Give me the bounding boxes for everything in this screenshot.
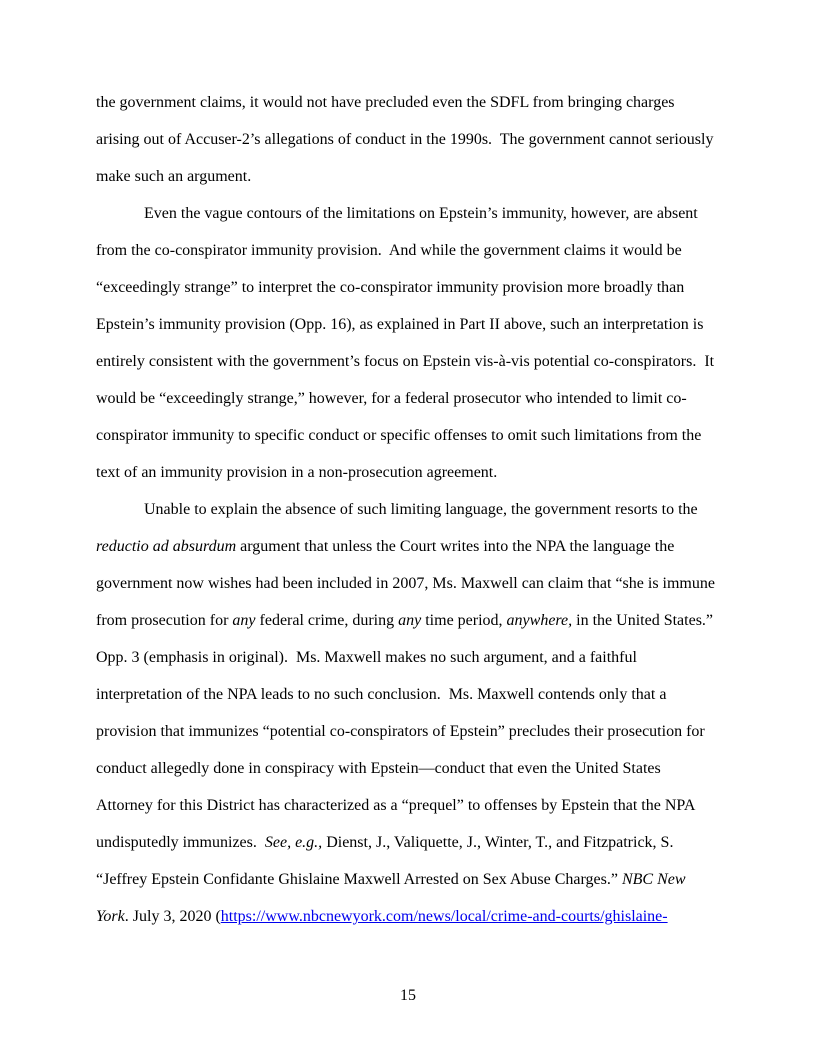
text-segment: . July 3, 2020 ( [124, 908, 221, 925]
page-number: 15 [400, 987, 416, 1004]
text-segment-italic: any [232, 612, 256, 629]
paragraph [96, 195, 720, 491]
text-segment-italic: reductio ad absurdum [96, 538, 237, 555]
text-segment: Dienst, J., Valiquette, J., Winter, T., and Fitzpatrick, S. “Jeffrey Epstein Confidante Ghislaine Maxwell Arrested on Sex Abuse Charges.” [96, 834, 678, 888]
hyperlink[interactable]: https://www.nbcnewyork.com/news/local/crime-and-courts/ghislaine- [220, 908, 668, 925]
paragraph [96, 491, 720, 935]
text-segment: federal crime, during [255, 612, 399, 629]
document-body [96, 84, 720, 935]
text-segment: Even the vague contours of the limitations on Epstein’s immunity, however, are absent from the co-conspirator immunity provision. And while the government claims it would be “exceedingly strange” to interpret the co-conspirator immunity provision more broadly than Epstein’s immunity provision (Opp. 16), as explained in Part II above, such an interpretation is entirely consistent with the government’s focus on Epstein vis-à-vis potential co-conspirators. It would be “exceedingly strange,” however, for a federal prosecutor who intended to limit co-conspirator immunity to specific conduct or specific offenses to omit such limitations from the text of an immunity provision in a non-prosecution agreement. [96, 205, 719, 481]
text-segment-italic: any [398, 612, 422, 629]
paragraph [96, 84, 720, 195]
text-segment-italic: See, e.g., [264, 834, 323, 851]
text-segment: in the United States.” Opp. 3 (emphasis in original). Ms. Maxwell makes no such argument, and a faithful interpretation of the NPA leads to no such conclusion. Ms. Maxwell contends only that a provision that immunizes “potential co-conspirators of Epstein” precludes their prosecution for conduct allegedly done in conspiracy with Epstein—conduct that even the United States Attorney for this District has characterized as a “prequel” to offenses by Epstein that the NPA undisputedly immunizes. [96, 612, 722, 851]
text-segment-italic: NBC New York [96, 871, 690, 925]
text-segment: the government claims, it would not have precluded even the SDFL from bringing charges arising out of Accuser-2’s allegations of conduct in the 1990s. The government cannot seriously make such an argument. [96, 94, 718, 185]
text-segment: Unable to explain the absence of such limiting language, the government resorts to the [144, 501, 702, 518]
text-segment: time period, [421, 612, 507, 629]
text-segment: argument that unless the Court writes into the NPA the language the government now wishes had been included in 2007, Ms. Maxwell can claim that “she is immune from prosecution for [96, 538, 719, 629]
text-segment-italic: anywhere, [506, 612, 573, 629]
